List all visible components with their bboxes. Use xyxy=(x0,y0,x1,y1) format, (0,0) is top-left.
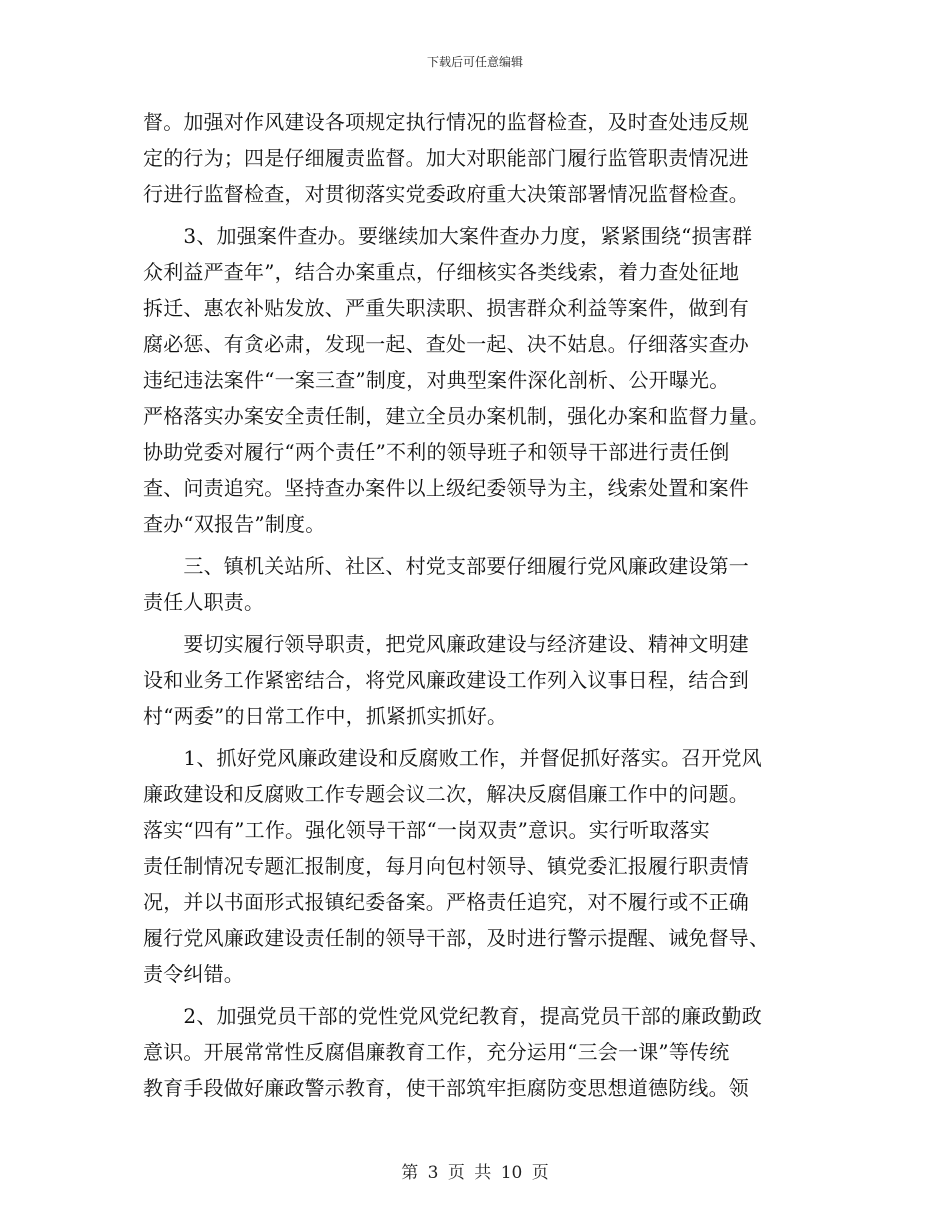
text-line: 腐必惩、有贪必肃，发现一起、查处一起、决不姑息。仔细落实查办 xyxy=(143,332,749,356)
text-line: 违纪违法案件“一案三查”制度，对典型案件深化剖析、公开曝光。 xyxy=(143,368,730,392)
page-header: 下载后可任意编辑 xyxy=(426,55,523,69)
text-line: 要切实履行领导职责，把党风廉政建设与经济建设、精神文明建 xyxy=(143,632,749,656)
paragraph xyxy=(143,626,808,734)
text-line: 设和业务工作紧密结合，将党风廉政建设工作列入议事日程，结合到 xyxy=(143,668,749,692)
text-line: 众利益严查年”，结合办案重点，仔细核实各类线索，着力查处征地 xyxy=(143,260,740,284)
paragraph xyxy=(143,740,808,992)
text-line: 督。加强对作风建设各项规定执行情况的监督检查，及时查处违反规 xyxy=(143,110,749,134)
paragraph xyxy=(143,998,808,1106)
text-line: 严格落实办案安全责任制，建立全员办案机制，强化办案和监督力量。 xyxy=(143,404,770,428)
text-line: 行进行监督检查，对贯彻落实党委政府重大决策部署情况监督检查。 xyxy=(143,182,749,206)
text-line: 责任制情况专题汇报制度，每月向包村领导、镇党委汇报履行职责情 xyxy=(143,854,749,878)
text-line: 教育手段做好廉政警示教育，使干部筑牢拒腐防变思想道德防线。领 xyxy=(143,1076,749,1100)
text-line: 廉政建设和反腐败工作专题会议二次，解决反腐倡廉工作中的问题。 xyxy=(143,782,749,806)
text-line: 拆迁、惠农补贴发放、严重失职渎职、损害群众利益等案件，做到有 xyxy=(143,296,749,320)
text-line: 三、镇机关站所、社区、村党支部要仔细履行党风廉政建设第一 xyxy=(143,554,749,578)
text-line: 查办“双报告”制度。 xyxy=(143,512,326,536)
text-line: 定的行为；四是仔细履责监督。加大对职能部门履行监管职责情况进 xyxy=(143,146,749,170)
document-body xyxy=(143,104,808,1106)
text-line: 落实“四有”工作。强化领导干部“一岗双责”意识。实行听取落实 xyxy=(143,818,710,842)
text-line: 责任人职责。 xyxy=(143,590,265,614)
text-line: 3、加强案件查办。要继续加大案件查办力度，紧紧围绕“损害群 xyxy=(143,224,753,248)
paragraph xyxy=(143,218,808,542)
text-line: 村“两委”的日常工作中，抓紧抓实抓好。 xyxy=(143,704,508,728)
text-line: 意识。开展常常性反腐倡廉教育工作，充分运用“三会一课”等传统 xyxy=(143,1040,730,1064)
text-line: 2、加强党员干部的党性党风党纪教育，提高党员干部的廉政勤政 xyxy=(143,1004,762,1028)
paragraph xyxy=(143,104,808,212)
text-line: 责令纠错。 xyxy=(143,962,244,986)
page-footer: 第 3 页 共 10 页 xyxy=(401,1163,549,1183)
paragraph xyxy=(143,548,808,620)
text-line: 况，并以书面形式报镇纪委备案。严格责任追究，对不履行或不正确 xyxy=(143,890,749,914)
text-line: 1、抓好党风廉政建设和反腐败工作，并督促抓好落实。召开党风 xyxy=(143,746,762,770)
text-line: 协助党委对履行“两个责任”不利的领导班子和领导干部进行责任倒 xyxy=(143,440,730,464)
text-line: 履行党风廉政建设责任制的领导干部，及时进行警示提醒、诫免督导、 xyxy=(143,926,770,950)
text-line: 查、问责追究。坚持查办案件以上级纪委领导为主，线索处置和案件 xyxy=(143,476,749,500)
